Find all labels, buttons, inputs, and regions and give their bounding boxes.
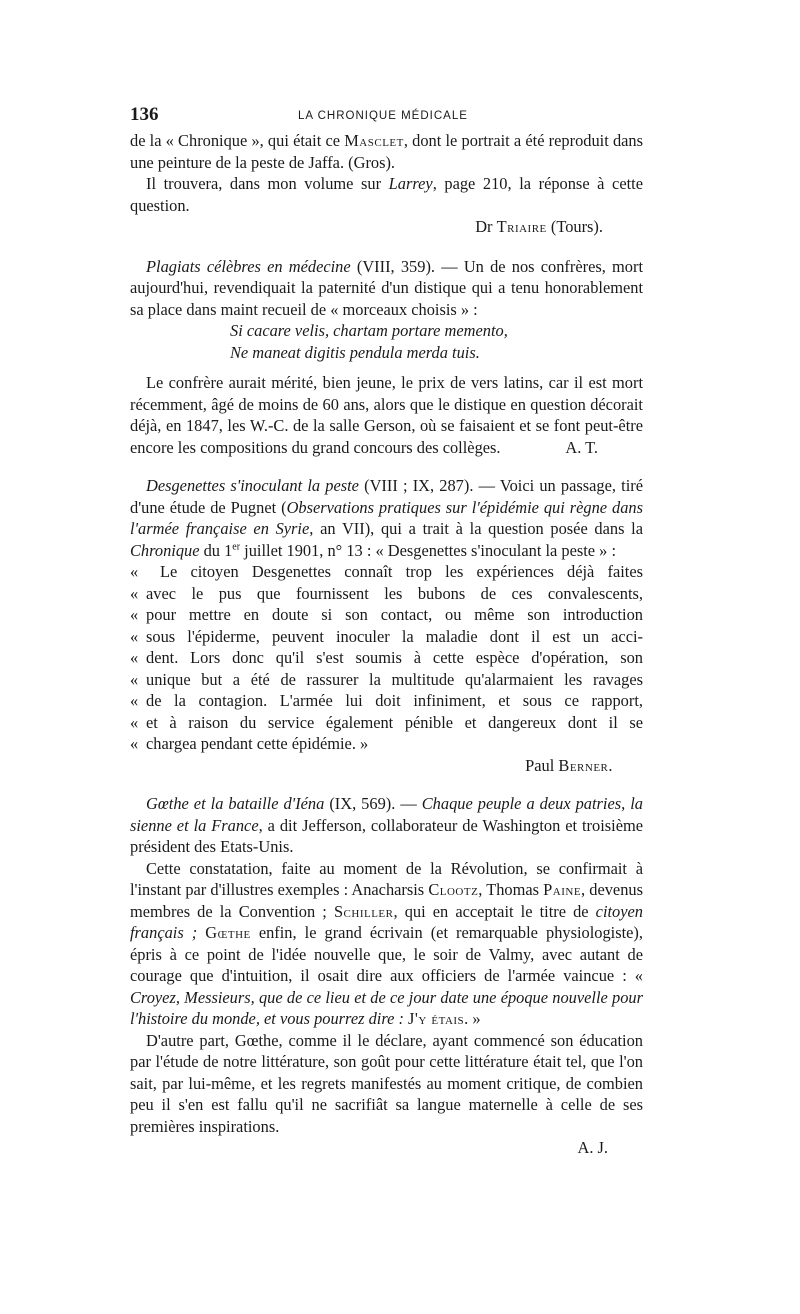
signature: A. J.	[577, 1138, 608, 1157]
text: du 1	[199, 540, 233, 560]
section-masclet	[130, 130, 643, 238]
signature-last-name: Berner.	[558, 755, 613, 775]
paragraph	[130, 130, 643, 173]
quote-mark: «	[130, 648, 139, 667]
person-name: Gœthe	[205, 923, 251, 942]
quote-mark: «	[130, 691, 139, 710]
quotation: Croyez, Messieurs, que de ce lieu et de ce jour date une époque nouvelle pour l'histoire du monde, et vous pourrez dire :	[130, 987, 643, 1028]
text: , dont le portrait a été reproduit dans une peinture de la peste de Jaffa. (Gros).	[130, 131, 643, 172]
signature: A. T.	[565, 437, 598, 457]
text: , qui en acceptait le titre de	[393, 901, 596, 921]
verse-line: Si cacare velis, chartam portare memento,	[230, 321, 508, 340]
signature-place: (Tours).	[546, 217, 603, 236]
paragraph	[130, 256, 643, 321]
section-title: Plagiats célèbres en médecine	[146, 256, 351, 276]
quote-line	[130, 669, 643, 691]
quote-line	[130, 583, 643, 605]
quote-mark: «	[130, 712, 139, 732]
quote-line	[130, 712, 643, 734]
quote-line	[130, 647, 643, 669]
signature	[130, 755, 643, 777]
book-title: Larrey	[388, 174, 433, 193]
quote-mark: «	[130, 734, 139, 753]
person-name: Schiller	[333, 901, 394, 921]
section-goethe	[130, 793, 643, 1159]
running-header	[130, 100, 643, 130]
text: , Thomas	[478, 880, 544, 899]
work-title: Observations pratiques sur l'épidémie qui règne dans l'armée française en Syrie	[130, 497, 643, 538]
section-title: Desgenettes s'inoculant la peste	[146, 476, 359, 495]
quote-line	[130, 561, 643, 583]
quote-text: sous l'épiderme, peuvent inoculer la maladie dont il est un acci-	[146, 626, 643, 646]
quote-mark: «	[130, 669, 139, 689]
emphasis: citoyen français ;	[130, 901, 643, 942]
text: , page 210, la réponse à cette question.	[130, 174, 643, 215]
paragraph: D'autre part, Gœthe, comme il le déclare, ayant commencé son éducation par l'étude de notre littérature, son goût pour cette littérature était tel, que l'on sait, par lui-même, et les regrets manifestés au moment critique, de combien peu il s'en est fallu qu'il ne sacrifiât sa langue maternelle à celle de ses premières inspirations.	[130, 1030, 643, 1136]
quote-text: avec le pus que fournissent les bubons de ces convalescents,	[146, 583, 643, 603]
quote-text: Le citoyen Desgenettes connaît trop les expériences déjà faites	[160, 562, 643, 581]
quote-text: de la contagion. L'armée lui doit infiniment, et sous ce rapport,	[146, 691, 643, 710]
running-title: LA CHRONIQUE MÉDICALE	[298, 110, 468, 122]
quote-mark: «	[130, 562, 139, 581]
person-name: Masclet	[344, 131, 404, 150]
text: , devenus membres de la Convention ;	[130, 880, 643, 921]
superscript: er	[232, 541, 241, 553]
quote-line	[130, 690, 643, 712]
text: Il trouvera, dans mon volume sur	[146, 174, 389, 193]
text: , a dit Jefferson, collaborateur de Washington et troisième président des Etats-Unis.	[130, 815, 643, 856]
text: (IX, 569). —	[324, 794, 422, 813]
quote-line	[130, 626, 643, 648]
verse-line: Ne maneat digitis pendula merda tuis.	[230, 342, 480, 362]
text: (VIII ; IX, 287). — Voici un passage, tiré d'une étude de Pugnet (	[130, 476, 643, 517]
quote-line	[130, 733, 643, 755]
text: , an VII), qui a trait à la question posée dans la	[309, 519, 644, 538]
quote-text: dent. Lors donc qu'il s'est soumis à cette espèce d'opération, son	[146, 648, 643, 667]
section-plagiats	[130, 256, 643, 459]
quotation: Chaque peuple a deux patries, la sienne et la France	[130, 794, 643, 835]
text: Cette constatation, faite au moment de la Révolution, se confirmait à l'instant par d'illustres exemples : Anacharsis	[130, 858, 643, 899]
quote-mark: «	[130, 583, 139, 603]
section-title: Gœthe et la bataille d'Iéna	[146, 794, 325, 813]
signature-name: Triaire	[496, 217, 547, 236]
quote-mark: «	[130, 605, 139, 624]
paragraph	[130, 793, 643, 858]
quote-text: chargea pendant cette épidémie. »	[146, 734, 369, 753]
quote-mark: «	[130, 626, 139, 646]
text: enfin, le grand écrivain (et remarquable physiologiste), épris à ce point de l'idée nouvelle que, le soir de Valmy, avec autant de courage que d'intuition, il osait dire aux officiers de l'armée vaincue : «	[130, 923, 643, 985]
text: . »	[464, 1009, 481, 1028]
quote-text: unique but a été de rassurer la multitude qu'alarmaient les ravages	[146, 669, 643, 689]
signature-first-name: Paul	[525, 755, 559, 775]
text: juillet 1901, n° 13 : « Desgenettes s'inoculant la peste » :	[240, 540, 617, 560]
paragraph	[130, 173, 643, 216]
quote-text: pour mettre en doute si son contact, ou même son introduction	[146, 605, 643, 624]
section-desgenettes	[130, 475, 643, 776]
signature	[130, 216, 643, 238]
quotation	[130, 561, 643, 755]
quote-line	[130, 604, 643, 626]
paragraph	[130, 858, 643, 1030]
paragraph: Le confrère aurait mérité, bien jeune, le prix de vers latins, car il est mort récemment, âgé de moins de 60 ans, alors que le distique en question décorait déjà, en 1847, les W.-C. de la salle Gerson, où se faisaient et se font peut-être encore les compositions du grand concours des collèges.	[130, 373, 643, 457]
emphasis: J'y étais	[408, 1009, 465, 1028]
person-name: Clootz	[428, 880, 479, 899]
person-name: Paine	[543, 880, 582, 899]
journal-title: Chronique	[130, 540, 200, 560]
paragraph	[130, 475, 643, 561]
text: (VIII, 359). — Un de nos confrères, mort aujourd'hui, revendiquait la paternité d'un distique qui a tenu honorablement sa place dans maint recueil de « morceaux choisis » :	[130, 256, 643, 319]
page-number: 136	[130, 104, 159, 125]
page	[130, 100, 643, 1159]
text: de la « Chronique », qui était ce	[130, 131, 345, 150]
signature-title: Dr	[475, 217, 497, 236]
quote-text: et à raison du service également pénible et dangereux dont il se	[146, 712, 643, 732]
